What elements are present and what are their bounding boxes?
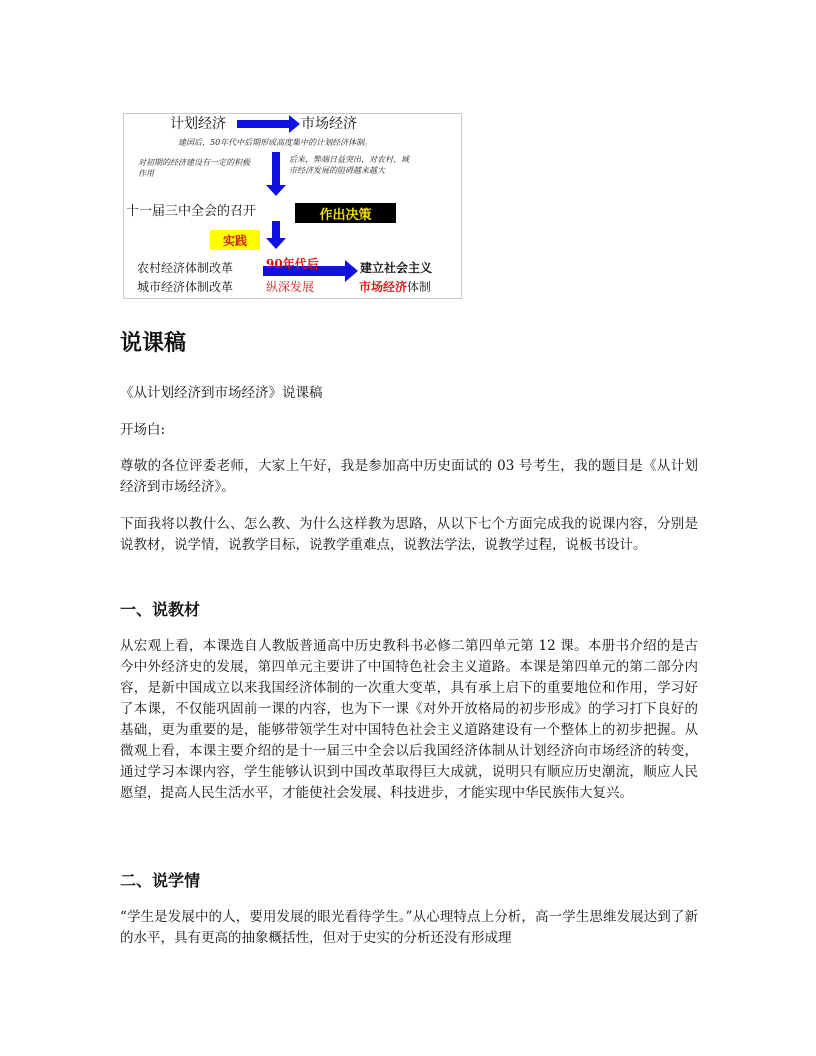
economy-flow-diagram: [123, 113, 462, 299]
urban-reform-label: 城市经济体制改革: [137, 280, 234, 294]
note-top: 建国后，50年代中后期形成高度集中的计划经济体制。: [178, 138, 373, 147]
practice-box: 实践: [210, 230, 260, 250]
rural-reform-label: 农村经济体制改革: [137, 261, 234, 275]
arrow-down-2: [266, 221, 286, 249]
paragraph-greeting: 尊敬的各位评委老师，大家上午好，我是参加高中历史面试的 03 号考生，我的题目是《从计划经济到市场经济》。: [120, 458, 698, 495]
nineties-label: 90年代后: [266, 257, 319, 271]
deepening-label: 纵深发展: [266, 280, 315, 294]
paragraph-textbook: 从宏观上看，本课选自人教版普通高中历史教科书必修二第四单元第 12 课。本册书介绍的是古今中外经济史的发展，第四单元主要讲了中国特色社会主义道路。本课是第四单元的第二部分内容，是新中国成立以来我国经济体制的一次重大变革，具有承上启下的重要地位和作用，学习好了本课，不仅能巩固前一课的内容，也为下一课《对外开放格局的初步形成》的学习打下良好的基础，更为重要的是，能够带领学生对中国特色社会主义道路建设有一个整体上的初步把握。从微观上看，本课主要介绍的是十一届三中全会以后我国经济体制从计划经济向市场经济的转变，通过学习本课内容，学生能够认识到中国改革取得巨大成就，说明只有顺应历史潮流，顺应人民愿望，提高人民生活水平，才能使社会发展、科技进步，才能实现中华民族伟大复兴。: [120, 638, 698, 801]
arrow-down-1: [266, 152, 286, 196]
market-system-label: [359, 281, 431, 293]
note-right: 后来，弊端日益突出，对农村、城市经济发展的阻碍越来越大: [289, 155, 409, 175]
page-title: 说课稿: [120, 331, 187, 356]
paragraph-students: “学生是发展中的人，要用发展的眼光看待学生。”从心理特点上分析，高一学生思维发展达到了新的水平，具有更高的抽象概括性，但对于史实的分析还没有形成理: [120, 909, 698, 946]
arrow-planned-to-market: [237, 115, 300, 133]
market-system-red: 市场经济: [359, 280, 408, 294]
paragraph-outline: 下面我将以教什么、怎么教、为什么这样教为思路，从以下七个方面完成我的说课内容，分别是说教材，说学情，说教学目标，说教学重难点，说教法学法，说教学过程，说板书设计。: [120, 516, 698, 553]
opening-label: 开场白:: [120, 422, 166, 438]
decision-box: 作出决策: [295, 203, 396, 223]
market-system-tail: 体制: [407, 280, 432, 294]
planned-economy-label: 计划经济: [170, 116, 226, 132]
subtitle: 《从计划经济到市场经济》说课稿: [120, 385, 323, 401]
build-socialist-label: 建立社会主义: [360, 261, 433, 275]
note-left: 对初期的经济建设有一定的积极作用: [138, 158, 250, 178]
third-plenum-label: 十一届三中全会的召开: [126, 204, 257, 219]
market-economy-label: 市场经济: [301, 116, 357, 132]
section-heading-textbook: 一、说教材: [120, 600, 201, 619]
section-heading-students: 二、说学情: [120, 871, 201, 890]
